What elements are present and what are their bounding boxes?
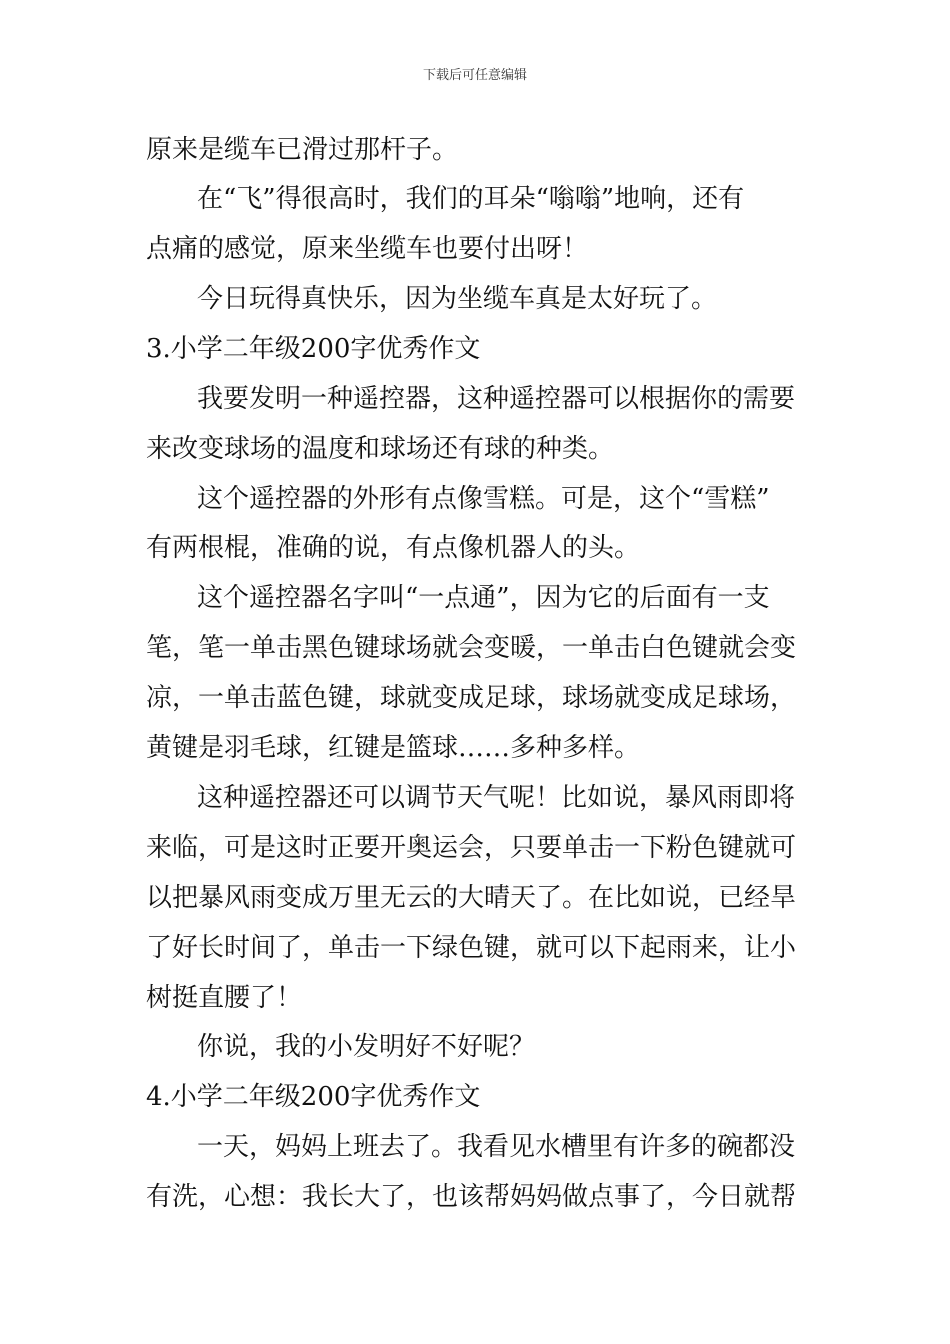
text-line: 在“飞”得很高时，我们的耳朵“嗡嗡”地响，还有	[197, 184, 745, 214]
text-line: 以把暴风雨变成万里无云的大晴天了。在比如说，已经旱	[146, 883, 797, 913]
text-line: 来临，可是这时正要开奥运会，只要单击一下粉色键就可	[146, 833, 797, 863]
text-line: 点痛的感觉，原来坐缆车也要付出呀！	[146, 234, 589, 264]
text-line: 笔，笔一单击黑色键球场就会变暖，一单击白色键就会变	[146, 633, 797, 663]
text-line: 来改变球场的温度和球场还有球的种类。	[146, 434, 615, 464]
section-heading: 4.小学二年级200字优秀作文	[146, 1082, 481, 1112]
text-line: 我要发明一种遥控器，这种遥控器可以根据你的需要	[197, 384, 796, 414]
text-line: 树挺直腰了！	[146, 983, 303, 1013]
text-line: 原来是缆车已滑过那杆子。	[146, 135, 459, 165]
text-line: 一天，妈妈上班去了。我看见水槽里有许多的碗都没	[197, 1132, 796, 1162]
text-line: 了好长时间了，单击一下绿色键，就可以下起雨来，让小	[146, 933, 797, 963]
text-line: 凉，一单击蓝色键，球就变成足球，球场就变成足球场，	[146, 683, 797, 713]
page-header: 下载后可任意编辑	[422, 68, 527, 83]
text-line: 有两根棍，准确的说，有点像机器人的头。	[146, 533, 641, 563]
text-line: 黄键是羽毛球，红键是篮球……多种多样。	[146, 733, 641, 763]
text-line: 这个遥控器名字叫“一点通”，因为它的后面有一支	[197, 583, 770, 613]
text-line: 今日玩得真快乐，因为坐缆车真是太好玩了。	[197, 284, 718, 314]
text-line: 这个遥控器的外形有点像雪糕。可是，这个“雪糕”	[197, 484, 770, 514]
text-line: 有洗，心想：我长大了，也该帮妈妈做点事了，今日就帮	[146, 1182, 797, 1212]
text-line: 这种遥控器还可以调节天气呢！比如说，暴风雨即将	[197, 783, 796, 813]
section-heading: 3.小学二年级200字优秀作文	[146, 334, 481, 364]
text-line: 你说，我的小发明好不好呢？	[197, 1032, 536, 1062]
